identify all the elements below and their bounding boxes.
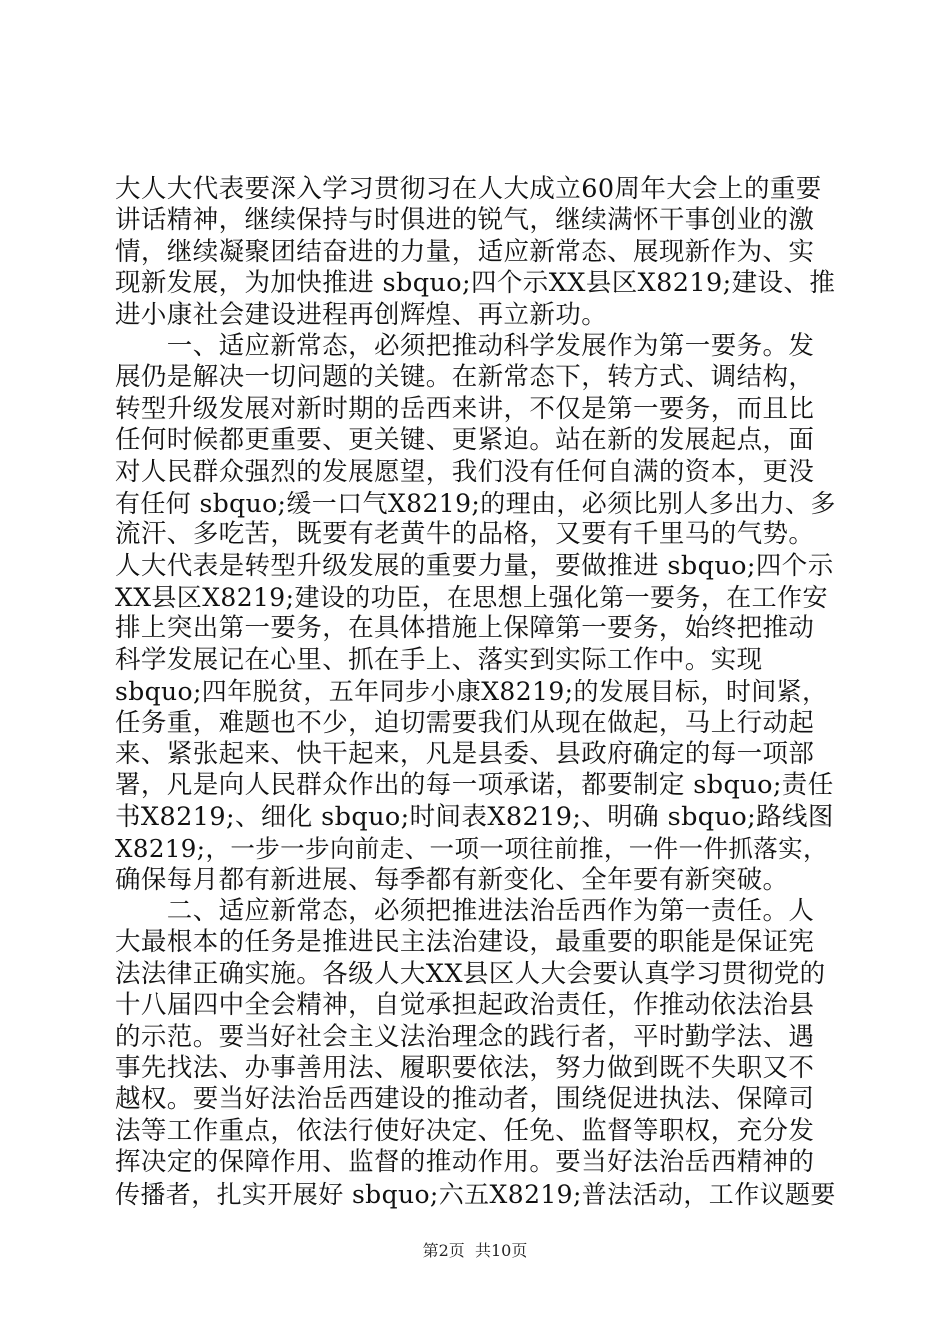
text-line: 对人民群众强烈的发展愿望，我们没有任何自满的资本，更没 [115, 456, 815, 487]
text-line: 转型升级发展对新时期的岳西来讲，不仅是第一要务，而且比 [115, 393, 815, 424]
text-line: 大最根本的任务是推进民主法治建设，最重要的职能是保证宪 [115, 927, 815, 958]
text-line: 情，继续凝聚团结奋进的力量，适应新常态、展现新作为、实 [115, 236, 815, 267]
text-line: X8219;，一步一步向前走、一项一项往前推，一件一件抓落实， [115, 834, 828, 864]
text-line: 进小康社会建设进程再创辉煌、再立新功。 [115, 299, 608, 330]
text-line: 排上突出第一要务，在具体措施上保障第一要务，始终把推动 [115, 613, 815, 644]
text-line: 任务重，难题也不少，迫切需要我们从现在做起，马上行动起 [115, 707, 815, 738]
text-line: 越权。要当好法治岳西建设的推动者，围绕促进执法、保障司 [115, 1084, 815, 1115]
text-line: 传播者，扎实开展好 sbquo;六五X8219;普法活动，工作议题要 [115, 1179, 836, 1209]
footer-spacer [465, 1241, 475, 1260]
text-line: 大人大代表要深入学习贯彻习在人大成立60周年大会上的重要 [115, 174, 822, 204]
text-line: 法法律正确实施。各级人大XX县区人大会要认真学习贯彻党的 [115, 958, 826, 989]
text-line: 讲话精神，继续保持与时俱进的锐气，继续满怀干事创业的激 [115, 205, 815, 236]
text-line: 的示范。要当好社会主义法治理念的践行者，平时勤学法、遇 [115, 1021, 815, 1052]
page-number: 第2页 [422, 1241, 465, 1260]
text-line: 有任何 sbquo;缓一口气X8219;的理由，必须比别人多出力、多 [115, 488, 836, 518]
text-line: sbquo;四年脱贫，五年同步小康X8219;的发展目标，时间紧， [115, 677, 828, 707]
page-total: 共10页 [474, 1241, 528, 1260]
text-line: 任何时候都更重要、更关键、更紧迫。站在新的发展起点，面 [115, 425, 815, 456]
text-line: 事先找法、办事善用法、履职要依法，努力做到既不失职又不 [115, 1052, 815, 1083]
text-line: 书X8219;、细化 sbquo;时间表X8219;、明确 sbquo;路线图 [115, 801, 834, 832]
text-line: XX县区X8219;建设的功臣，在思想上强化第一要务，在工作安 [115, 583, 828, 613]
text-line: 现新发展，为加快推进 sbquo;四个示XX县区X8219;建设、推 [115, 268, 836, 299]
text-line: 流汗、多吃苦，既要有老黄牛的品格，又要有千里马的气势。 [115, 519, 815, 550]
text-line: 来、紧张起来、快干起来，凡是县委、县政府确定的每一项部 [115, 739, 815, 770]
text-line: 十八届四中全会精神，自觉承担起政治责任，作推动依法治县 [115, 990, 815, 1021]
text-line: 一、适应新常态，必须把推动科学发展作为第一要务。发 [115, 330, 815, 361]
text-line: 展仍是解决一切问题的关键。在新常态下，转方式、调结构， [115, 362, 815, 393]
text-line: 人大代表是转型升级发展的重要力量，要做推进 sbquo;四个示 [115, 550, 834, 581]
text-line: 确保每月都有新进展、每季都有新变化、全年要有新突破。 [115, 864, 789, 895]
text-line: 署，凡是向人民群众作出的每一项承诺，都要制定 sbquo;责任 [115, 770, 834, 801]
text-line: 科学发展记在心里、抓在手上、落实到实际工作中。实现 [115, 644, 763, 675]
text-line: 二、适应新常态，必须把推进法治岳西作为第一责任。人 [115, 895, 815, 926]
page-footer [0, 1241, 950, 1261]
text-line: 法等工作重点，依法行使好决定、任免、监督等职权，充分发 [115, 1115, 815, 1146]
document-body [115, 174, 837, 1210]
text-line: 挥决定的保障作用、监督的推动作用。要当好法治岳西精神的 [115, 1147, 815, 1178]
